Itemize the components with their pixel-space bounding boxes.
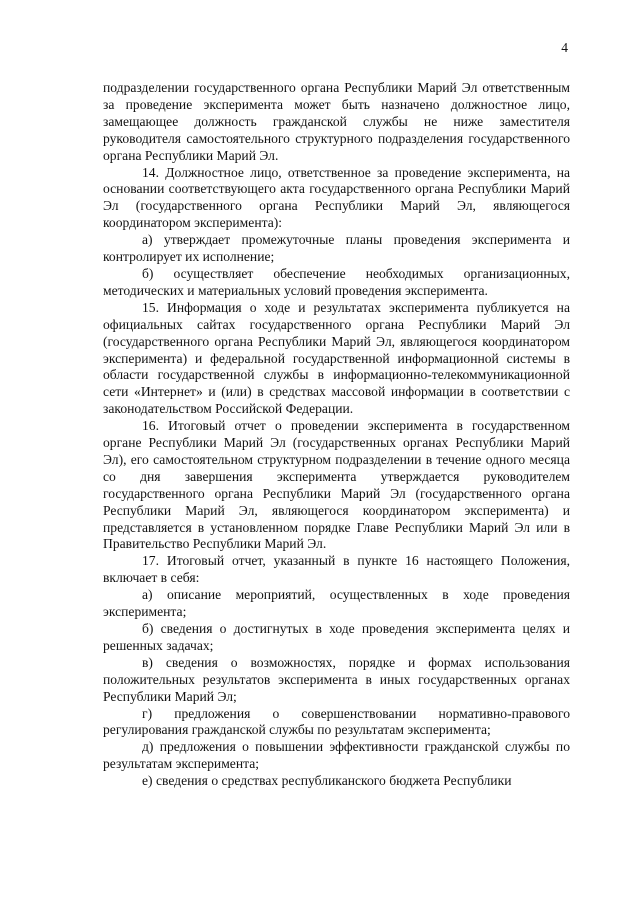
paragraph-item-14: 14. Должностное лицо, ответственное за проведение эксперимента, на основании соответствующего акта государственного органа Республики Марий Эл (государственного органа Республики Марий Эл, являющегося координатором эксперимента): — [103, 164, 570, 231]
paragraph-item-17-b: б) сведения о достигнутых в ходе проведения эксперимента целях и решенных задачах; — [103, 621, 570, 653]
paragraph-item-16: 16. Итоговый отчет о проведении эксперимента в государственном органе Республики Марий Эл (государственных органах Республики Марий Эл), его самостоятельном структурном подразделении в течение одного месяца со дня завершения эксперимента утверждается руководителем государственного органа Республики Марий Эл (государственного органа Республики Марий Эл, являющегося координатором эксперимента) и представляется в установленном порядке Главе Республики Марий Эл или в Правительство Республики Марий Эл. — [103, 418, 570, 552]
document-body — [103, 80, 570, 790]
paragraph-item-17-d: д) предложения о повышении эффективности гражданской службы по результатам эксперимента; — [103, 739, 570, 772]
paragraph-item-17-a: а) описание мероприятий, осуществленных в ходе проведения эксперимента; — [103, 587, 570, 620]
page-number: 4 — [561, 40, 568, 55]
paragraph-item-14-a: а) утверждает промежуточные планы проведения эксперимента и контролирует их исполнение; — [103, 232, 570, 265]
paragraph-continuation: подразделении государственного органа Республики Марий Эл ответственным за проведение эксперимента может быть назначено должностное лицо, замещающее должность гражданской службы не ниже заместителя руководителя самостоятельного структурного подразделения государственного органа Республики Марий Эл. — [103, 80, 570, 163]
paragraph-item-17-e: е) сведения о средствах республиканского бюджета Республики — [142, 773, 512, 789]
paragraph-item-14-b: б) осуществляет обеспечение необходимых организационных, методических и материальных условий проведения эксперимента. — [103, 265, 570, 298]
paragraph-item-17-g: г) предложения о совершенствовании нормативно-правового регулирования гражданской службы по результатам эксперимента; — [103, 705, 570, 738]
paragraph-item-17: 17. Итоговый отчет, указанный в пункте 16 настоящего Положения, включает в себя: — [103, 553, 570, 586]
paragraph-item-15: 15. Информация о ходе и результатах эксперимента публикуется на официальных сайтах государственного органа Республики Марий Эл (государственного органа Республики Марий Эл, являющегося координатором эксперимента) и федеральной государственной информационной системы в области государственной службы в информационно-телекоммуникационной сети «Интернет» и (или) в средствах массовой информации в соответствии с законодательством Российской Федерации. — [103, 299, 570, 417]
paragraph-item-17-v: в) сведения о возможностях, порядке и формах использования положительных результатов эксперимента в иных государственных органах Республики Марий Эл; — [103, 654, 570, 704]
